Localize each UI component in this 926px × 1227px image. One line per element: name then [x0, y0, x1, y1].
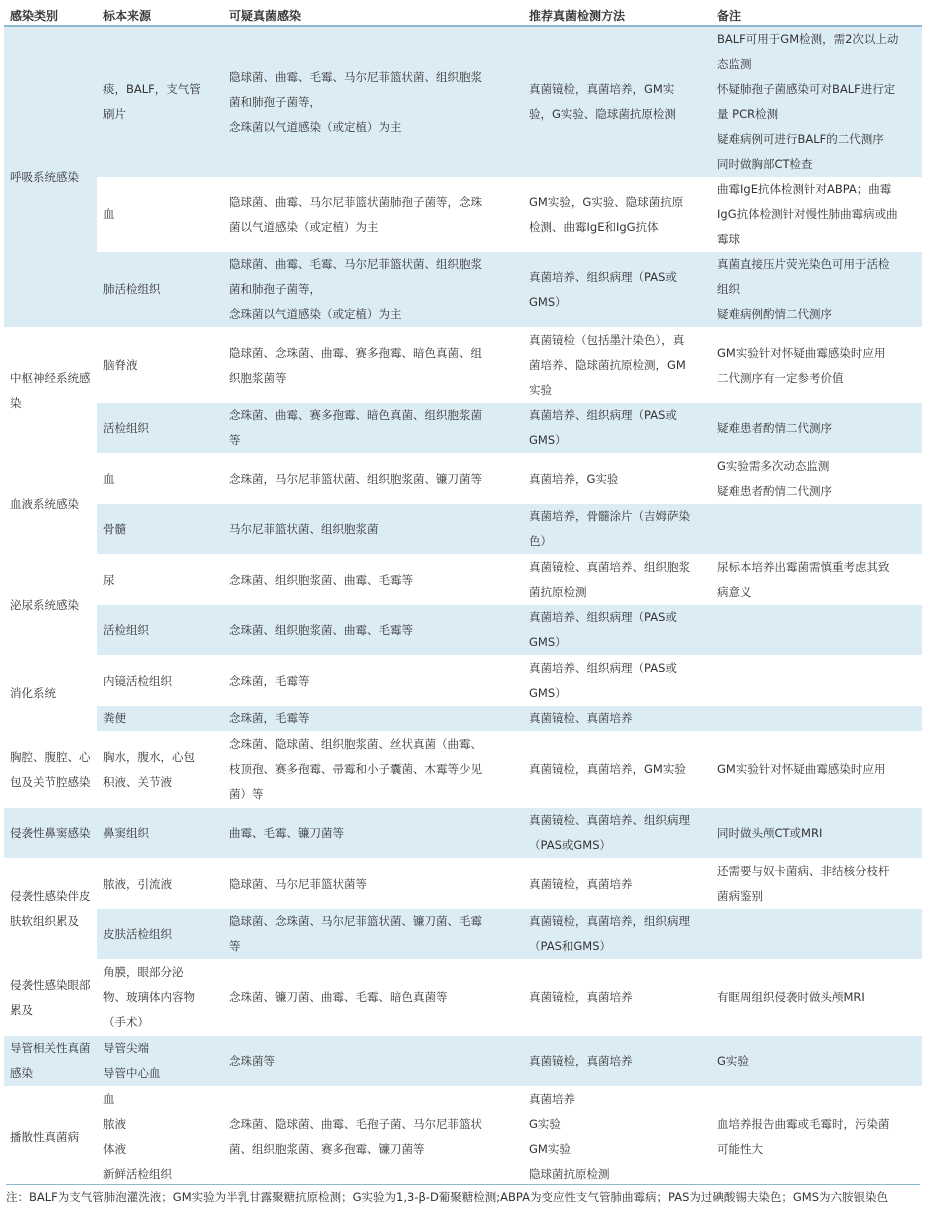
source-cell [97, 177, 223, 252]
note-line: G实验 [717, 1053, 749, 1068]
note-line: 有眶周组织侵袭时做头颅MRI [717, 990, 865, 1004]
note-cell [711, 454, 922, 505]
fungi-cell [223, 960, 523, 1036]
note-line: 同时做胸部CT检查 [717, 157, 813, 171]
fungi-cell [223, 328, 523, 404]
note-cell [711, 1036, 922, 1087]
table-body [4, 26, 922, 1187]
source-line: 鼻窦组织 [103, 825, 149, 840]
method-line: G实验 [529, 1117, 561, 1131]
method-line: 检测、曲霉IgE和IgG抗体 [529, 219, 659, 234]
source-line: 物、玻璃体内容物 [103, 990, 195, 1004]
method-line: 真菌镜检，真菌培养 [529, 990, 633, 1004]
header-fungi: 可疑真菌感染 [223, 6, 523, 26]
fungi-line: 隐球菌、曲霉、毛霉、马尔尼菲篮状菌、组织胞浆 [229, 69, 482, 84]
fungi-line: 念珠菌以气道感染（或定植）为主 [229, 307, 402, 321]
source-line: 骨髓 [103, 521, 126, 536]
fungi-cell [223, 909, 523, 960]
method-line: 隐球菌抗原检测 [529, 1167, 610, 1181]
category-cell: 侵袭性感染眼部累及 [4, 960, 97, 1036]
fungi-cell [223, 252, 523, 328]
source-line: 胸水，腹水，心包 [103, 749, 195, 764]
source-cell [97, 909, 223, 960]
fungi-cell [223, 656, 523, 707]
method-line: 真菌镜检，真菌培养，GM实验 [529, 762, 686, 776]
fungi-line: 隐球菌、曲霉、马尔尼菲篮状菌肺孢子菌等，念珠 [229, 194, 482, 209]
fungi-line: 菌、组织胞浆菌、赛多孢霉、镰刀菌等 [229, 1142, 425, 1156]
fungi-line: 念珠菌、组织胞浆菌、曲霉、毛霉等 [229, 572, 413, 587]
source-line: 脑脊液 [103, 358, 138, 372]
fungi-line: 枝顶孢、赛多孢霉、帚霉和小子囊菌、木霉等少见 [229, 762, 482, 776]
method-line: GMS） [529, 686, 567, 700]
category-cell: 胸腔、腹腔、心包及关节腔感染 [4, 732, 97, 808]
category-cell: 消化系统 [4, 656, 97, 732]
fungi-line: 念珠菌等 [229, 1053, 275, 1068]
method-line: 真菌镜检，真菌培养 [529, 876, 633, 891]
method-cell [523, 656, 711, 707]
method-line: 真菌培养、组织病理（PAS或 [529, 661, 677, 675]
method-line: GM实验 [529, 1142, 571, 1156]
method-line: 真菌培养、组织病理（PAS或 [529, 269, 677, 284]
note-line: 疑难患者酌情二代测序 [717, 420, 832, 435]
fungi-cell [223, 605, 523, 656]
source-cell [97, 26, 223, 177]
method-line: GMS） [529, 433, 567, 447]
note-line: 怀疑肺孢子菌感染可对BALF进行定 [717, 82, 896, 96]
method-line: 真菌镜检、真菌培养 [529, 711, 633, 725]
fungi-line: 等 [229, 939, 241, 953]
note-cell [711, 859, 922, 910]
source-line: 活检组织 [103, 622, 149, 637]
fungi-cell [223, 26, 523, 177]
header-method: 推荐真菌检测方法 [523, 6, 711, 26]
category-cell: 泌尿系统感染 [4, 555, 97, 656]
source-cell [97, 1087, 223, 1188]
note-cell [711, 605, 922, 656]
category-cell: 导管相关性真菌感染 [4, 1036, 97, 1087]
table-row [4, 26, 922, 177]
fungi-line: 隐球菌、马尔尼菲篮状菌等 [229, 876, 367, 891]
source-line: （手术） [103, 1015, 149, 1029]
category-cell: 中枢神经系统感染 [4, 328, 97, 454]
category-cell: 侵袭性感染伴皮肤软组织累及 [4, 859, 97, 960]
note-cell [711, 555, 922, 606]
source-cell [97, 328, 223, 404]
source-line: 尿 [103, 572, 115, 587]
category-cell: 血液系统感染 [4, 454, 97, 555]
note-line: 量 PCR检测 [717, 107, 779, 121]
table-row [4, 555, 922, 606]
source-line: 痰，BALF，支气管 [103, 82, 201, 96]
fungi-line: 念珠菌、曲霉、赛多孢霉、暗色真菌、组织胞浆菌 [229, 408, 482, 422]
source-cell [97, 859, 223, 910]
fungi-cell [223, 1087, 523, 1188]
note-line: 真菌直接压片荧光染色可用于活检 [717, 257, 890, 271]
fungi-cell [223, 808, 523, 859]
table-row [4, 656, 922, 707]
note-line: 尿标本培养出霉菌需慎重考虑其致 [717, 560, 890, 574]
source-line: 脓液 [103, 1117, 126, 1131]
method-line: 色） [529, 534, 552, 548]
fungi-cell [223, 403, 523, 454]
method-cell [523, 504, 711, 555]
table-row [4, 732, 922, 808]
method-cell [523, 1036, 711, 1087]
method-line: 真菌镜检，真菌培养，GM实 [529, 82, 675, 96]
method-line: 菌培养、隐球菌抗原检测，GM [529, 358, 686, 372]
table-row [4, 1087, 922, 1188]
note-line: 菌病鉴别 [717, 889, 763, 903]
method-line: （PAS和GMS） [529, 939, 611, 953]
method-line: 真菌镜检（包括墨汁染色），真 [529, 333, 685, 347]
table-row [4, 808, 922, 859]
method-line: 真菌培养、组织病理（PAS或 [529, 610, 677, 624]
note-cell [711, 732, 922, 808]
note-line: 态监测 [717, 57, 752, 71]
method-line: （PAS或GMS） [529, 838, 611, 852]
fungi-cell [223, 555, 523, 606]
method-cell [523, 960, 711, 1036]
source-line: 导管中心血 [103, 1066, 161, 1080]
category-cell: 播散性真菌病 [4, 1087, 97, 1188]
method-line: 真菌镜检、真菌培养、组织胞浆 [529, 560, 690, 574]
source-line: 体液 [103, 1142, 126, 1156]
table-row [4, 403, 922, 454]
table-row [4, 605, 922, 656]
fungi-line: 念珠菌，毛霉等 [229, 711, 310, 725]
note-line: 组织 [717, 282, 740, 296]
fungi-line: 曲霉、毛霉、镰刀菌等 [229, 825, 344, 840]
table-row [4, 177, 922, 252]
note-cell [711, 177, 922, 252]
source-cell [97, 403, 223, 454]
note-cell [711, 1087, 922, 1188]
source-line: 皮肤活检组织 [103, 926, 172, 941]
note-line: IgG抗体检测针对慢性肺曲霉病或曲 [717, 207, 898, 221]
fungi-line: 菌和肺孢子菌等， [229, 282, 321, 296]
source-cell [97, 1036, 223, 1087]
method-line: 实验 [529, 383, 552, 397]
method-cell [523, 26, 711, 177]
category-cell: 呼吸系统感染 [4, 26, 97, 328]
source-line: 活检组织 [103, 420, 149, 435]
source-line: 新鲜活检组织 [103, 1167, 172, 1181]
source-cell [97, 555, 223, 606]
method-line: 真菌镜检，真菌培养 [529, 1053, 633, 1068]
method-cell [523, 252, 711, 328]
note-cell [711, 706, 922, 732]
header-source: 标本来源 [97, 6, 223, 26]
fungi-line: 念珠菌以气道感染（或定植）为主 [229, 119, 402, 134]
note-cell [711, 26, 922, 177]
fungi-line: 念珠菌、隐球菌、曲霉、毛孢子菌、马尔尼菲篮状 [229, 1117, 482, 1131]
fungi-cell [223, 859, 523, 910]
note-line: 还需要与奴卡菌病、非结核分枝杆 [717, 864, 890, 878]
source-cell [97, 252, 223, 328]
fungi-cell [223, 504, 523, 555]
fungal-test-table [4, 6, 922, 1187]
fungi-line: 念珠菌，毛霉等 [229, 673, 310, 688]
fungi-line: 隐球菌、曲霉、毛霉、马尔尼菲篮状菌、组织胞浆 [229, 257, 482, 271]
note-line: 可能性大 [717, 1142, 763, 1156]
method-cell [523, 403, 711, 454]
source-line: 粪便 [103, 711, 126, 725]
fungi-line: 念珠菌，马尔尼菲篮状菌、组织胞浆菌、镰刀菌等 [229, 471, 482, 486]
method-cell [523, 909, 711, 960]
table-row [4, 706, 922, 732]
footnote: 注：BALF为支气管肺泡灌洗液；GM实验为半乳甘露聚糖抗原检测；G实验为1,3-β-D葡聚糖检测;ABPA为变应性支气管肺曲霉病；PAS为过碘酸锡夫染色；GMS为六胺银染色 [6, 1184, 920, 1207]
table-row [4, 454, 922, 505]
table-row [4, 328, 922, 404]
method-line: GMS） [529, 635, 567, 649]
source-cell [97, 960, 223, 1036]
header-note: 备注 [711, 6, 922, 26]
fungi-cell [223, 454, 523, 505]
source-line: 角膜，眼部分泌 [103, 965, 184, 979]
method-cell [523, 1087, 711, 1188]
fungi-line: 隐球菌、念珠菌、马尔尼菲篮状菌、镰刀菌、毛霉 [229, 914, 482, 928]
fungi-line: 菌以气道感染（或定植）为主 [229, 219, 379, 234]
method-cell [523, 732, 711, 808]
note-cell [711, 808, 922, 859]
method-line: 真菌镜检，真菌培养，组织病理 [529, 914, 690, 928]
source-line: 血 [103, 471, 115, 486]
note-line: 二代测序有一定参考价值 [717, 370, 844, 385]
source-cell [97, 808, 223, 859]
note-cell [711, 656, 922, 707]
note-line: 曲霉IgE抗体检测针对ABPA；曲霉 [717, 182, 892, 196]
method-cell [523, 328, 711, 404]
note-cell [711, 252, 922, 328]
header-category: 感染类别 [4, 6, 97, 26]
method-line: 真菌培养，骨髓涂片（吉姆萨染 [529, 509, 690, 523]
method-line: GM实验，G实验、隐球菌抗原 [529, 194, 684, 209]
source-line: 肺活检组织 [103, 282, 161, 296]
fungi-line: 马尔尼菲篮状菌、组织胞浆菌 [229, 521, 379, 536]
note-line: 病意义 [717, 585, 752, 599]
fungi-cell [223, 1036, 523, 1087]
source-cell [97, 656, 223, 707]
note-line: G实验需多次动态监测 [717, 459, 830, 473]
note-line: 疑难病例可进行BALF的二代测序 [717, 132, 884, 146]
fungi-line: 念珠菌、组织胞浆菌、曲霉、毛霉等 [229, 622, 413, 637]
method-line: 真菌培养 [529, 1092, 575, 1106]
method-cell [523, 859, 711, 910]
method-cell [523, 808, 711, 859]
method-cell [523, 177, 711, 252]
source-cell [97, 706, 223, 732]
note-cell [711, 403, 922, 454]
source-line: 血 [103, 207, 115, 221]
method-cell [523, 454, 711, 505]
source-cell [97, 605, 223, 656]
note-cell [711, 960, 922, 1036]
table-row [4, 859, 922, 910]
note-line: 疑难病例酌情二代测序 [717, 307, 832, 321]
table-header-row [4, 6, 922, 26]
note-line: 同时做头颅CT或MRI [717, 825, 823, 840]
source-cell [97, 454, 223, 505]
note-cell [711, 909, 922, 960]
source-cell [97, 504, 223, 555]
method-line: 真菌培养、组织病理（PAS或 [529, 408, 677, 422]
note-cell [711, 504, 922, 555]
table-row [4, 504, 922, 555]
fungi-cell [223, 177, 523, 252]
fungi-line: 隐球菌、念珠菌、曲霉、赛多孢霉、暗色真菌、组 [229, 345, 482, 360]
source-line: 内镜活检组织 [103, 673, 172, 688]
note-cell [711, 328, 922, 404]
source-cell [97, 732, 223, 808]
fungi-line: 等 [229, 433, 241, 447]
method-cell [523, 555, 711, 606]
fungi-line: 念珠菌、镰刀菌、曲霉、毛霉、暗色真菌等 [229, 990, 448, 1004]
category-cell: 侵袭性鼻窦感染 [4, 808, 97, 859]
source-line: 导管尖端 [103, 1041, 149, 1055]
fungi-line: 菌）等 [229, 787, 264, 801]
method-line: 真菌培养，G实验 [529, 471, 619, 486]
method-line: 验，G实验、隐球菌抗原检测 [529, 107, 676, 121]
fungi-line: 织胞浆菌等 [229, 370, 287, 385]
source-line: 脓液，引流液 [103, 876, 172, 891]
method-cell [523, 605, 711, 656]
table-row [4, 909, 922, 960]
table-row [4, 1036, 922, 1087]
method-line: GMS） [529, 294, 567, 309]
method-line: 真菌镜检、真菌培养、组织病理 [529, 813, 690, 827]
source-line: 积液、关节液 [103, 774, 172, 789]
method-line: 菌抗原检测 [529, 585, 587, 599]
note-line: BALF可用于GM检测，需2次以上动 [717, 32, 899, 46]
fungi-cell [223, 706, 523, 732]
source-line: 刷片 [103, 107, 126, 121]
note-line: 疑难患者酌情二代测序 [717, 484, 832, 498]
note-line: 血培养报告曲霉或毛霉时，污染菌 [717, 1117, 890, 1131]
fungi-cell [223, 732, 523, 808]
method-cell [523, 706, 711, 732]
fungi-line: 念珠菌、隐球菌、组织胞浆菌、丝状真菌（曲霉、 [229, 737, 482, 751]
table-row [4, 252, 922, 328]
source-line: 血 [103, 1092, 115, 1106]
note-line: GM实验针对怀疑曲霉感染时应用 [717, 345, 886, 360]
note-line: 霉球 [717, 232, 740, 246]
table-row [4, 960, 922, 1036]
fungi-line: 菌和肺孢子菌等， [229, 94, 321, 109]
note-line: GM实验针对怀疑曲霉感染时应用 [717, 762, 886, 776]
